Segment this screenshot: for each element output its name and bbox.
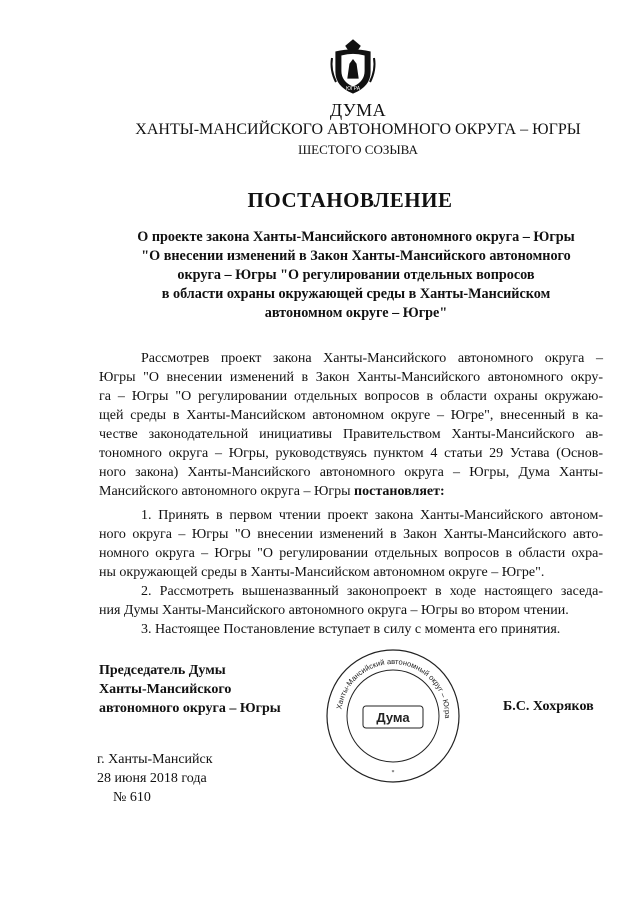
city: г. Ханты-Мансийск <box>97 752 213 767</box>
paragraph-line: щей среды в Ханты-Мансийском автономном округе – Югре", внесенный в ка- <box>99 408 603 423</box>
paragraph-line <box>99 482 603 501</box>
resolution-items <box>99 506 603 639</box>
item-3-line: 3. Настоящее Постановление вступает в силу с момента его принятия. <box>141 622 561 637</box>
coat-of-arms-emblem-icon <box>328 38 378 96</box>
item-1-line: ны окружающей среды в Ханты-Мансийском автономном округе – Югре". <box>99 565 545 580</box>
item-2-line: 2. Рассмотреть вышеназванный законопроект в ходе настоящего заседа- <box>141 584 603 599</box>
item-2-line: ния Думы Ханты-Мансийского автономного округа – Югры во втором чтении. <box>99 603 569 618</box>
subject-line: автономном округе – Югре" <box>264 305 448 321</box>
item-1-line: номного округа – Югры "О регулировании отдельных вопросов в области охра- <box>99 546 603 561</box>
paragraph-line: Югры "О внесении изменений в Закон Ханты-Мансийского автономного окру- <box>99 370 603 385</box>
org-region: ХАНТЫ-МАНСИЙСКОГО АВТОНОМНОГО ОКРУГА – ЮГРЫ <box>135 121 581 138</box>
date: 28 июня 2018 года <box>97 771 207 786</box>
item-1-line: ного округа – Югры "О внесении изменений в Закон Ханты-Мансийского авто- <box>99 527 603 542</box>
subject-line: О проекте закона Ханты-Мансийского автономного округа – Югры <box>137 229 575 245</box>
seal-center-text: Дума <box>376 710 410 725</box>
document-subject <box>96 228 616 323</box>
document-type: ПОСТАНОВЛЕНИЕ <box>247 188 453 212</box>
position-line: автономного округа – Югры <box>99 701 281 716</box>
subject-line: "О внесении изменений в Закон Ханты-Мансийского автономного <box>141 248 571 264</box>
svg-text:*: * <box>391 770 395 776</box>
convocation: ШЕСТОГО СОЗЫВА <box>298 142 418 157</box>
org-title: ДУМА <box>329 100 387 120</box>
intro-paragraph <box>99 349 603 501</box>
subject-line: в области охраны окружающей среды в Ханты-Мансийском <box>161 286 551 302</box>
paragraph-line: Рассмотрев проект закона Ханты-Мансийского автономного округа – <box>141 351 603 366</box>
document-number: № 610 <box>113 790 151 805</box>
official-seal-stamp <box>323 646 463 786</box>
paragraph-line: ного закона) Ханты-Мансийского автономного округа – Югры, Дума Ханты- <box>99 465 603 480</box>
item-1-line: 1. Принять в первом чтении проект закона Ханты-Мансийского автоном- <box>141 508 603 523</box>
paragraph-line: тономного округа – Югры, руководствуясь пунктом 4 статьи 29 Устава (Основ- <box>99 446 603 461</box>
signatory-name: Б.С. Хохряков <box>503 699 594 714</box>
subject-line: округа – Югры "О регулировании отдельных вопросов <box>177 267 535 283</box>
signatory-position <box>99 661 281 718</box>
paragraph-line: честве законодательной инициативы Правительством Ханты-Мансийского ав- <box>99 427 603 442</box>
position-line: Председатель Думы <box>99 663 226 678</box>
place-and-date <box>97 750 213 807</box>
emblem-caption: ЮГРА <box>345 86 361 92</box>
resolves-keyword: постановляет: <box>354 484 445 499</box>
paragraph-line: га – Югры "О регулировании отдельных вопросов в области охраны окружаю- <box>99 389 603 404</box>
position-line: Ханты-Мансийского <box>99 682 232 697</box>
intro-last-text: Мансийского автономного округа – Югры <box>99 484 355 499</box>
seal-ring-text: Ханты-Мансийский автономный округ – Югра <box>334 656 453 719</box>
